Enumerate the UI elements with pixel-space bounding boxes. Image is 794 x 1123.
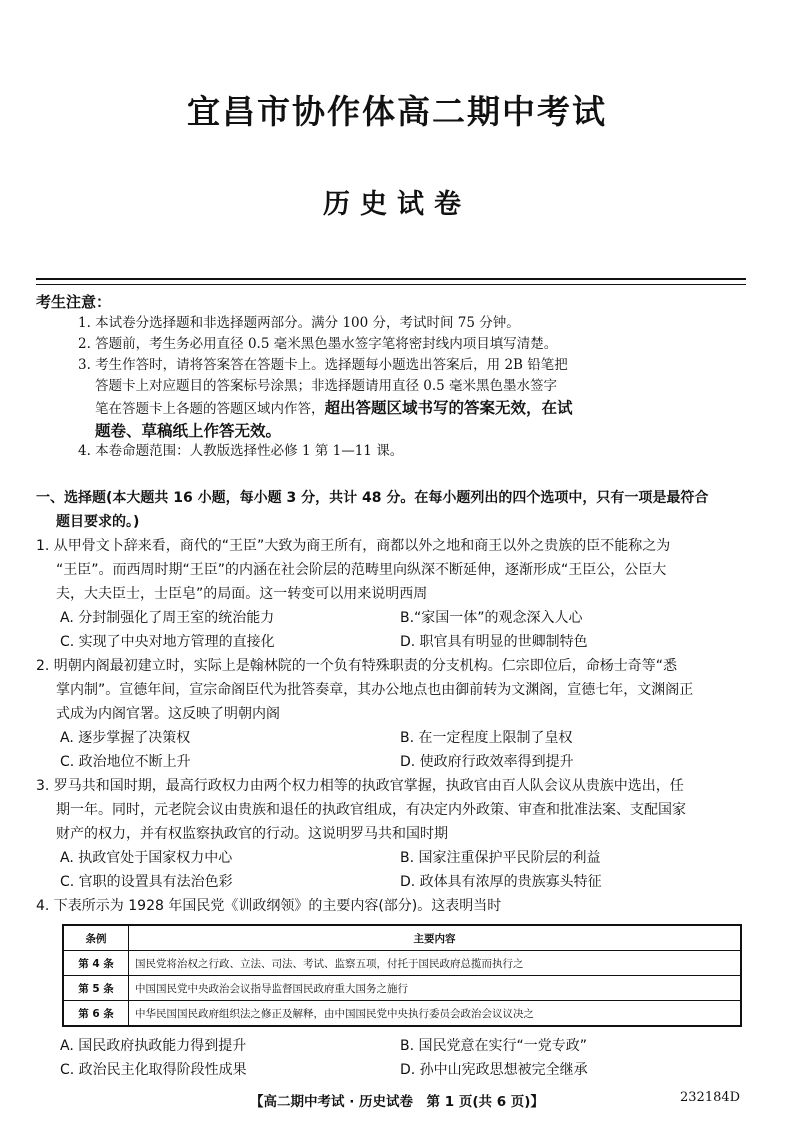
table-row — [63, 951, 741, 976]
question-text: 1. 从甲骨文卜辞来看，商代的“王臣”大致为商王所有，商都以外之地和商王以外之贵族的臣不能称之为 — [36, 538, 671, 554]
exam-title: 宜昌市协作体高二期中考试 — [187, 92, 607, 131]
table-cell: 第 6 条 — [63, 1001, 129, 1027]
table-header-row — [63, 925, 741, 951]
option-a[interactable]: A. 逐步掌握了决策权 — [60, 730, 191, 746]
table-row — [63, 1001, 741, 1027]
question-3 — [36, 774, 752, 846]
option-d[interactable]: D. 使政府行政效率得到提升 — [400, 754, 574, 770]
table-cell: 国民党将治权之行政、立法、司法、考试、监察五项，付托于国民政府总揽而执行之 — [129, 951, 742, 976]
section-heading — [36, 486, 756, 534]
section-heading-line: 一、选择题(本大题共 16 小题，每小题 3 分，共计 48 分。在每小题列出的四个选项中，只有一项是最符合 — [36, 490, 709, 506]
option-a[interactable]: A. 执政官处于国家权力中心 — [60, 850, 233, 866]
question-text: “王臣”。而西周时期“王臣”的内涵在社会阶层的范畴里向纵深不断延伸，逐渐形成“王臣公，公臣大 — [56, 562, 667, 578]
notice-item: 答题卡上对应题目的答案标号涂黑；非选择题请用直径 0.5 毫米黑色墨水签字 — [95, 378, 558, 394]
question-text: 财产的权力，并有权监察执政官的行动。这说明罗马共和国时期 — [56, 826, 448, 842]
notice-item: 2. 答题前，考生务必用直径 0.5 毫米黑色墨水签字笔将密封线内项目填写清楚。 — [78, 336, 558, 352]
table-cell: 中华民国国民政府组织法之修正及解释，由中国国民党中央执行委员会政治会议议决之 — [129, 1001, 742, 1027]
question-1 — [36, 534, 752, 606]
table-header: 主要内容 — [129, 925, 742, 951]
divider-thin — [36, 284, 746, 285]
option-d[interactable]: D. 职官具有明显的世卿制特色 — [400, 634, 588, 650]
notice-heading: 考生注意： — [36, 293, 112, 311]
option-b[interactable]: B. 在一定程度上限制了皇权 — [400, 730, 573, 746]
question-2 — [36, 654, 752, 726]
section-heading-line: 题目要求的。) — [56, 514, 140, 530]
option-c[interactable]: C. 政治地位不断上升 — [60, 754, 191, 770]
notice-item — [78, 397, 718, 420]
table-cell: 第 4 条 — [63, 951, 129, 976]
option-d[interactable]: D. 孙中山宪政思想被完全继承 — [400, 1062, 588, 1078]
question-text: 2. 明朝内阁最初建立时，实际上是翰林院的一个负有特殊职责的分支机构。仁宗即位后，命杨士奇等“悉 — [36, 658, 678, 674]
question-text: 4. 下表所示为 1928 年国民党《训政纲领》的主要内容(部分)。这表明当时 — [36, 898, 502, 914]
table-header: 条例 — [63, 925, 129, 951]
notice-item-text: 笔在答题卡上各题的答题区域内作答， — [95, 401, 325, 417]
option-b[interactable]: B. 国民党意在实行“一党专政” — [400, 1038, 588, 1054]
table-cell: 中国国民党中央政治会议指导监督国民政府重大国务之施行 — [129, 976, 742, 1001]
table-cell: 第 5 条 — [63, 976, 129, 1001]
notice-item: 4. 本卷命题范围：人教版选择性必修 1 第 1—11 课。 — [78, 443, 404, 459]
notice-emphasis: 题卷、草稿纸上作答无效。 — [95, 421, 282, 440]
option-a[interactable]: A. 分封制强化了周王室的统治能力 — [60, 610, 275, 626]
question-text: 3. 罗马共和国时期，最高行政权力由两个权力相等的执政官掌握，执政官由百人队会议从贵族中选出，任 — [36, 778, 684, 794]
notice-list — [78, 313, 718, 462]
table-row — [63, 976, 741, 1001]
option-a[interactable]: A. 国民政府执政能力得到提升 — [60, 1038, 247, 1054]
question-text: 夫，大夫臣士，士臣皂”的局面。这一转变可以用来说明西周 — [56, 586, 428, 602]
question-4 — [36, 894, 752, 918]
regulation-table — [62, 924, 742, 1027]
subject-title: 历史试卷 — [323, 189, 471, 220]
question-text: 式成为内阁官署。这反映了明朝内阁 — [56, 706, 280, 722]
divider-thick — [36, 278, 746, 280]
paper-code: 232184D — [680, 1090, 741, 1105]
notice-emphasis: 超出答题区域书写的答案无效，在试 — [324, 398, 573, 417]
option-d[interactable]: D. 政体具有浓厚的贵族寡头特征 — [400, 874, 602, 890]
option-c[interactable]: C. 实现了中央对地方管理的直接化 — [60, 634, 275, 650]
question-1-options — [60, 606, 740, 654]
page-footer: 【高二期中考试 · 历史试卷 第 1 页(共 6 页)】 — [250, 1094, 544, 1110]
notice-item: 3. 考生作答时，请将答案答在答题卡上。选择题每小题选出答案后，用 2B 铅笔把 — [78, 357, 568, 373]
option-c[interactable]: C. 政治民主化取得阶段性成果 — [60, 1062, 247, 1078]
question-3-options — [60, 846, 740, 894]
question-2-options — [60, 726, 740, 774]
option-c[interactable]: C. 官职的设置具有法治色彩 — [60, 874, 233, 890]
notice-item: 1. 本试卷分选择题和非选择题两部分。满分 100 分，考试时间 75 分钟。 — [78, 315, 520, 331]
option-b[interactable]: B.“家国一体”的观念深入人心 — [400, 610, 583, 626]
question-text: 掌内制”。宣德年间，宣宗命阁臣代为批答奏章，其办公地点也由御前转为文渊阁，宣德七年，文渊阁正 — [56, 682, 694, 698]
question-4-options — [60, 1034, 740, 1082]
question-text: 期一年。同时，元老院会议由贵族和退任的执政官组成，有决定内外政策、审查和批准法案、支配国家 — [56, 802, 686, 818]
option-b[interactable]: B. 国家注重保护平民阶层的利益 — [400, 850, 601, 866]
